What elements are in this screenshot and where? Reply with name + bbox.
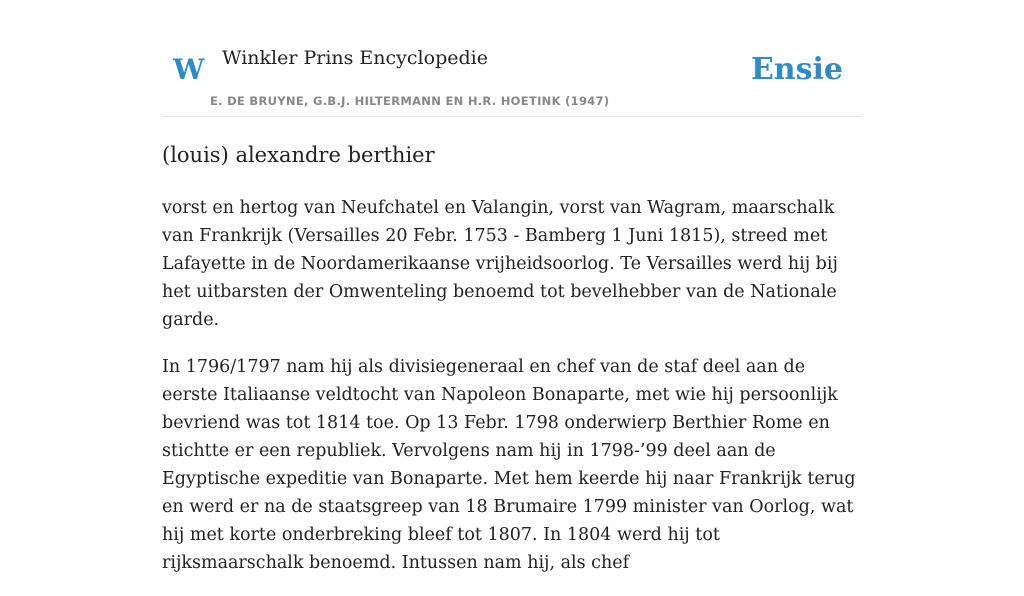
winkler-prins-logo[interactable]: W	[173, 53, 205, 86]
article-body	[162, 138, 864, 596]
publication-title[interactable]: Winkler Prins Encyclopedie	[222, 47, 488, 69]
article-title: (louis) alexandre berthier	[162, 143, 435, 167]
encyclopedia-header	[162, 0, 862, 117]
publication-authors: E. DE BRUYNE, G.B.J. HILTERMANN EN H.R. HOETINK (1947)	[210, 94, 610, 108]
article-paragraph: In 1796/1797 nam hij als divisiegeneraal en chef van de staf deel aan de eerste Italiaanse veldtocht van Napoleon Bonaparte, met wie hij persoonlijk bevriend was tot 1814 toe. Op 13 Febr. 1798 onderwierp Berthier Rome en stichtte er een republiek. Vervolgens nam hij in 1798-’99 deel aan de Egyptische expeditie van Bonaparte. Met hem keerde hij naar Frankrijk terug en werd er na de staatsgreep van 18 Brumaire 1799 minister van Oorlog, wat hij met korte onderbreking bleef tot 1807. In 1804 werd hij tot rijksmaarschalk benoemd. Intussen nam hij, als chef	[162, 357, 856, 573]
article-paragraph: vorst en hertog van Neufchatel en Valangin, vorst van Wagram, maarschalk van Frankrijk (Versailles 20 Febr. 1753 - Bamberg 1 Juni 1815), streed met Lafayette in de Noordamerikaanse vrijheidsoorlog. Te Versailles werd hij bij het uitbarsten der Omwenteling benoemd tot bevelhebber van de Nationale garde.	[162, 198, 838, 330]
ensie-brand-link[interactable]: Ensie	[750, 52, 843, 87]
